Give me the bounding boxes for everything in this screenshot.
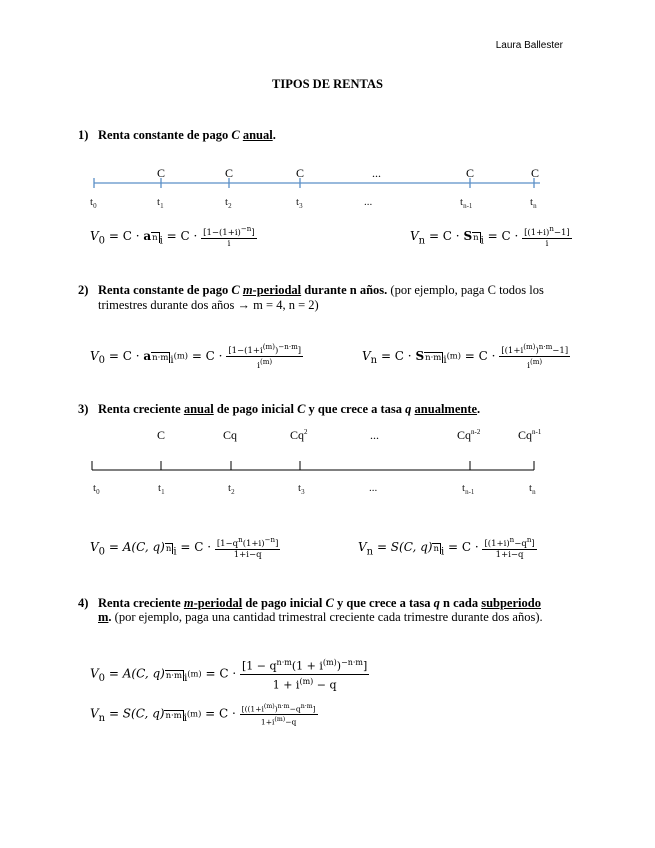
payment-label: C [531, 166, 540, 180]
ellipsis: ... [372, 166, 381, 180]
formula-v0-4: $V_0 = A(C$, q)n·m $_{i^{(m)}}$ = C · $\frac{[1 - q^{n\cdot m}(1 + i^{(m)})^{-n\cdot m}]}{1 + i^{(m)} - q}$ [90, 658, 368, 692]
tick-label: $t_n$ [529, 482, 536, 497]
tick-label: $t_3$ [298, 482, 305, 497]
ellipsis: ... [364, 196, 373, 208]
tick-label: $t_1$ [157, 196, 164, 211]
page-title: TIPOS DE RENTAS [272, 77, 383, 91]
payment-label: Cq [223, 428, 238, 442]
tick-label: $t_2$ [225, 196, 232, 211]
tick-label: $t_{n-1}$ [462, 482, 475, 497]
tick-label: $t_{n-1}$ [460, 196, 473, 211]
tick-label: $t_2$ [228, 482, 235, 497]
payment-label: C [225, 166, 234, 180]
formula-vn-1: $V_n = C \cdot Sn$ $_i$ = C · $\frac{[(1+i)^n-1]}{i}$ [410, 224, 570, 249]
section-1-heading: 1) Renta constante de pago C anual. [78, 128, 276, 142]
payment-label: C [466, 166, 475, 180]
payment-label: C [157, 166, 166, 180]
formula-vn-4: $V_n = S(C$, q)n·m $_{i^{(m)}}$ = C · $\frac{[((1+i^{(m)})^{n\cdot m}-q^{n\cdot m}]}{1+i^{(m)}-q}$ [90, 703, 316, 726]
tick-label: $t_3$ [296, 196, 303, 211]
ellipsis: ... [370, 428, 379, 442]
formula-v0-3: $V_0 = A(C$, q)n $_i$ = C · $\frac{[1-q^n(1+i)^{-n}]}{1+i-q}$ [90, 535, 279, 560]
formula-v0-2: $V_0 = C \cdot an\cdot m$ $_{i^{(m)}}$ = C · $\frac{[1-(1+i^{(m)})^{-n\cdot m}]}{i^{(m)}}$ [90, 342, 302, 371]
payment-label: C [296, 166, 305, 180]
timeline-3 [88, 455, 548, 480]
payment-label: C [157, 428, 166, 442]
payment-label: Cq$^2$ [290, 428, 308, 442]
section-4-note: m. (por ejemplo, paga una cantidad trimestral creciente cada trimestre durante dos años). [98, 610, 543, 624]
formula-vn-2: $V_n = C \cdot Sn\cdot m$ $_{i^{(m)}}$ = C · $\frac{[(1+i^{(m)})^{n\cdot m}-1]}{i^{(m)}}$ [362, 342, 569, 371]
tick-label: $t_0$ [93, 482, 100, 497]
formula-vn-3: $V_n = S(C$, q)n $_i$ = C · $\frac{[(1+i)^n-q^n]}{1+i-q}$ [358, 535, 535, 560]
formula-v0-1: $V_0 = C$ · an $_i$ = C · $\frac{[1-(1+i)^{-n}]}{i}$ [90, 224, 255, 249]
section-4-heading: 4) Renta creciente m-periodal de pago inicial C y que crece a tasa q n cada subperiodo [78, 596, 541, 610]
section-3-heading: 3) Renta creciente anual de pago inicial C y que crece a tasa q anualmente. [78, 402, 481, 416]
payment-label: Cq$^{n-1}$ [518, 428, 542, 442]
payment-label: Cq$^{n-2}$ [457, 428, 481, 442]
section-2-heading: 2) Renta constante de pago C m-periodal durante n años. (por ejemplo, paga C todos los [78, 283, 544, 297]
tick-label: $t_1$ [158, 482, 165, 497]
tick-label: $t_0$ [90, 196, 97, 211]
author-name: Laura Ballester [495, 40, 563, 51]
tick-label: $t_n$ [530, 196, 537, 211]
ellipsis: ... [369, 482, 378, 494]
section-2-note: trimestres durante dos años → m = 4, n = 2) [98, 298, 319, 312]
